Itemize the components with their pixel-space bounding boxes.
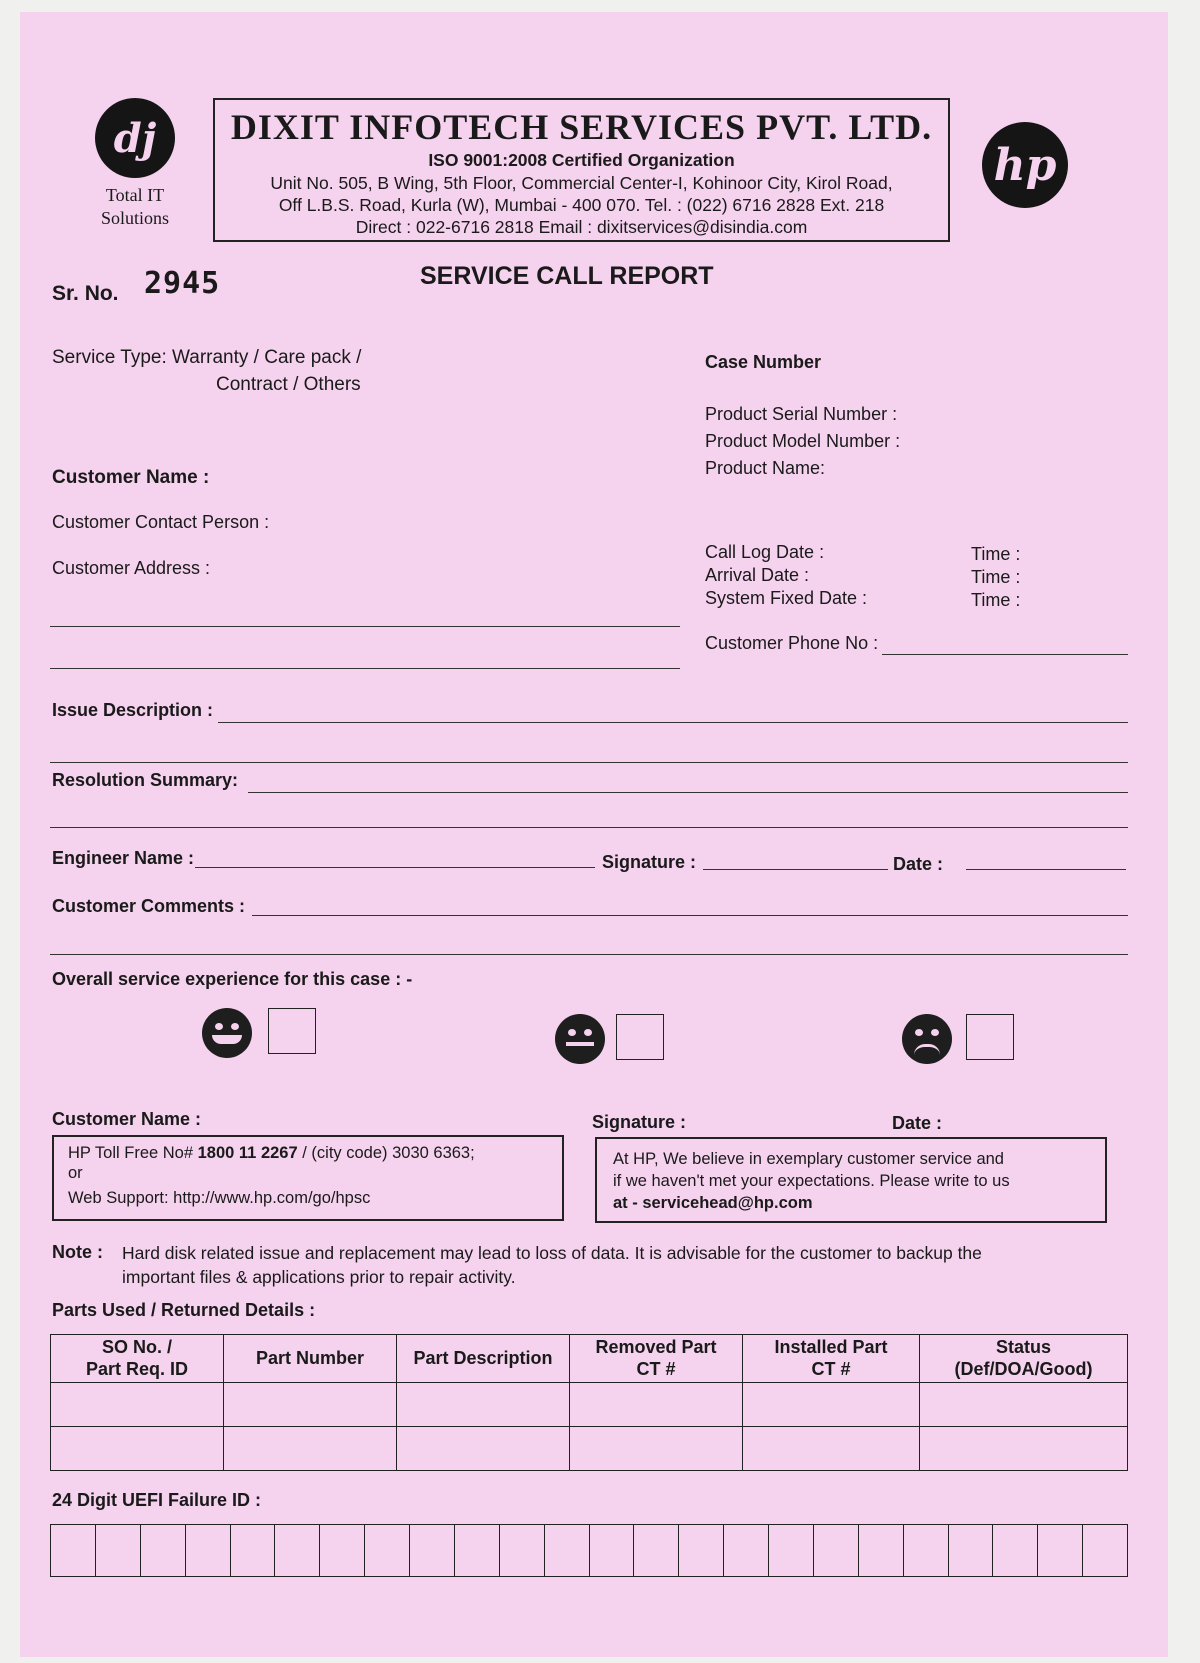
customer-signature-label: Signature : <box>592 1112 687 1132</box>
address-line-1: Unit No. 505, B Wing, 5th Floor, Commercial Center-I, Kohinoor City, Kirol Road, <box>270 173 893 193</box>
time-label: Time : <box>971 567 1021 587</box>
table-cell[interactable] <box>51 1427 224 1471</box>
product-model-label: Product Model Number : <box>705 431 901 451</box>
uefi-digit-box[interactable] <box>1083 1525 1128 1577</box>
issue-line <box>218 722 1128 723</box>
hp-support-box: HP Toll Free No# 1800 11 2267 / (city code) 3030 6363; or Web Support: http://www.hp.com/go/hpsc <box>52 1135 564 1221</box>
contact-line: Direct : 022-6716 2818 Email : dixitservices@disindia.com <box>355 217 808 237</box>
issue-line <box>50 762 1128 763</box>
uefi-digit-box[interactable] <box>230 1525 275 1577</box>
table-cell[interactable] <box>51 1383 224 1427</box>
table-cell[interactable] <box>397 1427 570 1471</box>
uefi-digit-box[interactable] <box>724 1525 769 1577</box>
uefi-digit-box[interactable] <box>679 1525 724 1577</box>
issue-description-label: Issue Description : <box>52 700 214 720</box>
company-name: DIXIT INFOTECH SERVICES PVT. LTD. <box>230 107 933 147</box>
comments-line <box>50 954 1128 955</box>
sr-no-value: 2945 <box>144 266 221 301</box>
customer-address-label: Customer Address : <box>52 558 211 578</box>
signature-label: Signature : <box>602 852 697 872</box>
customer-contact-label: Customer Contact Person : <box>52 512 270 532</box>
comments-line <box>252 915 1128 916</box>
date-label: Date : <box>893 854 944 874</box>
uefi-digit-box[interactable] <box>454 1525 499 1577</box>
uefi-digit-box[interactable] <box>140 1525 185 1577</box>
col-part-number: Part Number <box>224 1335 397 1383</box>
col-part-description: Part Description <box>397 1335 570 1383</box>
table-cell[interactable] <box>920 1427 1128 1471</box>
service-call-report-form <box>20 12 1168 1657</box>
customer-comments-label: Customer Comments : <box>52 896 246 916</box>
table-cell[interactable] <box>743 1383 920 1427</box>
product-name-label: Product Name: <box>705 458 826 478</box>
product-serial-label: Product Serial Number : <box>705 404 898 424</box>
happy-checkbox[interactable] <box>268 1008 316 1054</box>
note-label: Note : <box>52 1242 103 1262</box>
col-status: Status (Def/DOA/Good) <box>920 1335 1128 1383</box>
uefi-digit-box[interactable] <box>948 1525 993 1577</box>
phone-line <box>882 654 1128 655</box>
col-so-no: SO No. / Part Req. ID <box>51 1335 224 1383</box>
parts-table <box>50 1334 1128 1471</box>
hp-logo: hp <box>982 122 1068 208</box>
uefi-digit-box[interactable] <box>993 1525 1038 1577</box>
web-support-link[interactable]: Web Support: http://www.hp.com/go/hpsc <box>68 1189 371 1207</box>
case-number-label: Case Number <box>705 352 822 372</box>
feedback-box: At HP, We believe in exemplary customer service and if we haven't met your expectations. Please write to us at - servicehead@hp.com <box>595 1137 1107 1223</box>
col-installed-part: Installed Part CT # <box>743 1335 920 1383</box>
resolution-line <box>50 827 1128 828</box>
uefi-digit-box[interactable] <box>813 1525 858 1577</box>
uefi-digit-box[interactable] <box>275 1525 320 1577</box>
uefi-digit-box[interactable] <box>365 1525 410 1577</box>
uefi-digit-box[interactable] <box>634 1525 679 1577</box>
col-removed-part: Removed Part CT # <box>570 1335 743 1383</box>
signature-line <box>703 869 888 870</box>
table-cell[interactable] <box>224 1383 397 1427</box>
address-line <box>50 626 680 627</box>
logo-caption: Total IT Solutions <box>100 185 170 229</box>
uefi-digit-box[interactable] <box>499 1525 544 1577</box>
note-line-1: Hard disk related issue and replacement may lead to loss of data. It is advisable for the customer to backup the <box>122 1243 982 1263</box>
time-label: Time : <box>971 544 1021 564</box>
parts-title: Parts Used / Returned Details : <box>52 1300 316 1320</box>
neutral-checkbox[interactable] <box>616 1014 664 1060</box>
uefi-digit-box[interactable] <box>858 1525 903 1577</box>
uefi-digit-box[interactable] <box>589 1525 634 1577</box>
uefi-digit-box[interactable] <box>51 1525 96 1577</box>
dixit-logo: dj <box>95 98 175 178</box>
table-cell[interactable] <box>570 1383 743 1427</box>
call-log-date-label: Call Log Date : <box>705 542 825 562</box>
table-cell[interactable] <box>570 1427 743 1471</box>
happy-face-icon <box>202 1008 252 1058</box>
table-cell[interactable] <box>224 1427 397 1471</box>
customer-name-label: Customer Name : <box>52 467 210 488</box>
note-line-2: important files & applications prior to repair activity. <box>122 1267 516 1287</box>
overall-experience-label: Overall service experience for this case : - <box>52 969 413 989</box>
sad-checkbox[interactable] <box>966 1014 1014 1060</box>
engineer-name-label: Engineer Name : <box>52 848 195 868</box>
company-header <box>213 98 950 242</box>
uefi-digit-box[interactable] <box>769 1525 814 1577</box>
uefi-digit-box[interactable] <box>544 1525 589 1577</box>
uefi-digit-box[interactable] <box>185 1525 230 1577</box>
customer-phone-label: Customer Phone No : <box>705 633 879 653</box>
address-line <box>50 668 680 669</box>
uefi-digit-box[interactable] <box>410 1525 455 1577</box>
resolution-line <box>248 792 1128 793</box>
uefi-row <box>51 1525 1128 1577</box>
uefi-digit-box[interactable] <box>320 1525 365 1577</box>
certification: ISO 9001:2008 Certified Organization <box>428 150 735 170</box>
resolution-summary-label: Resolution Summary: <box>52 770 239 790</box>
service-head-email[interactable]: at - servicehead@hp.com <box>613 1194 813 1212</box>
sad-face-icon <box>902 1014 952 1064</box>
uefi-grid <box>50 1524 1128 1577</box>
uefi-label: 24 Digit UEFI Failure ID : <box>52 1490 262 1510</box>
table-row <box>51 1383 1128 1427</box>
customer-name-signoff-label: Customer Name : <box>52 1109 202 1129</box>
arrival-date-label: Arrival Date : <box>705 565 810 585</box>
service-type-label: Service Type: Warranty / Care pack / <box>52 347 362 368</box>
uefi-digit-box[interactable] <box>95 1525 140 1577</box>
customer-date-label: Date : <box>892 1113 943 1133</box>
service-type-options: Contract / Others <box>216 374 361 395</box>
sr-no-label: Sr. No. <box>52 282 119 305</box>
parts-header-row <box>51 1335 1128 1383</box>
date-line <box>966 869 1126 870</box>
table-cell[interactable] <box>743 1427 920 1471</box>
neutral-face-icon <box>555 1014 605 1064</box>
table-row <box>51 1427 1128 1471</box>
uefi-digit-box[interactable] <box>903 1525 948 1577</box>
system-fixed-date-label: System Fixed Date : <box>705 588 868 608</box>
time-label: Time : <box>971 590 1021 610</box>
report-title: SERVICE CALL REPORT <box>420 262 714 290</box>
address-line-2: Off L.B.S. Road, Kurla (W), Mumbai - 400 070. Tel. : (022) 6716 2828 Ext. 218 <box>278 195 885 215</box>
engineer-line <box>195 867 595 868</box>
uefi-digit-box[interactable] <box>1038 1525 1083 1577</box>
table-cell[interactable] <box>397 1383 570 1427</box>
table-cell[interactable] <box>920 1383 1128 1427</box>
